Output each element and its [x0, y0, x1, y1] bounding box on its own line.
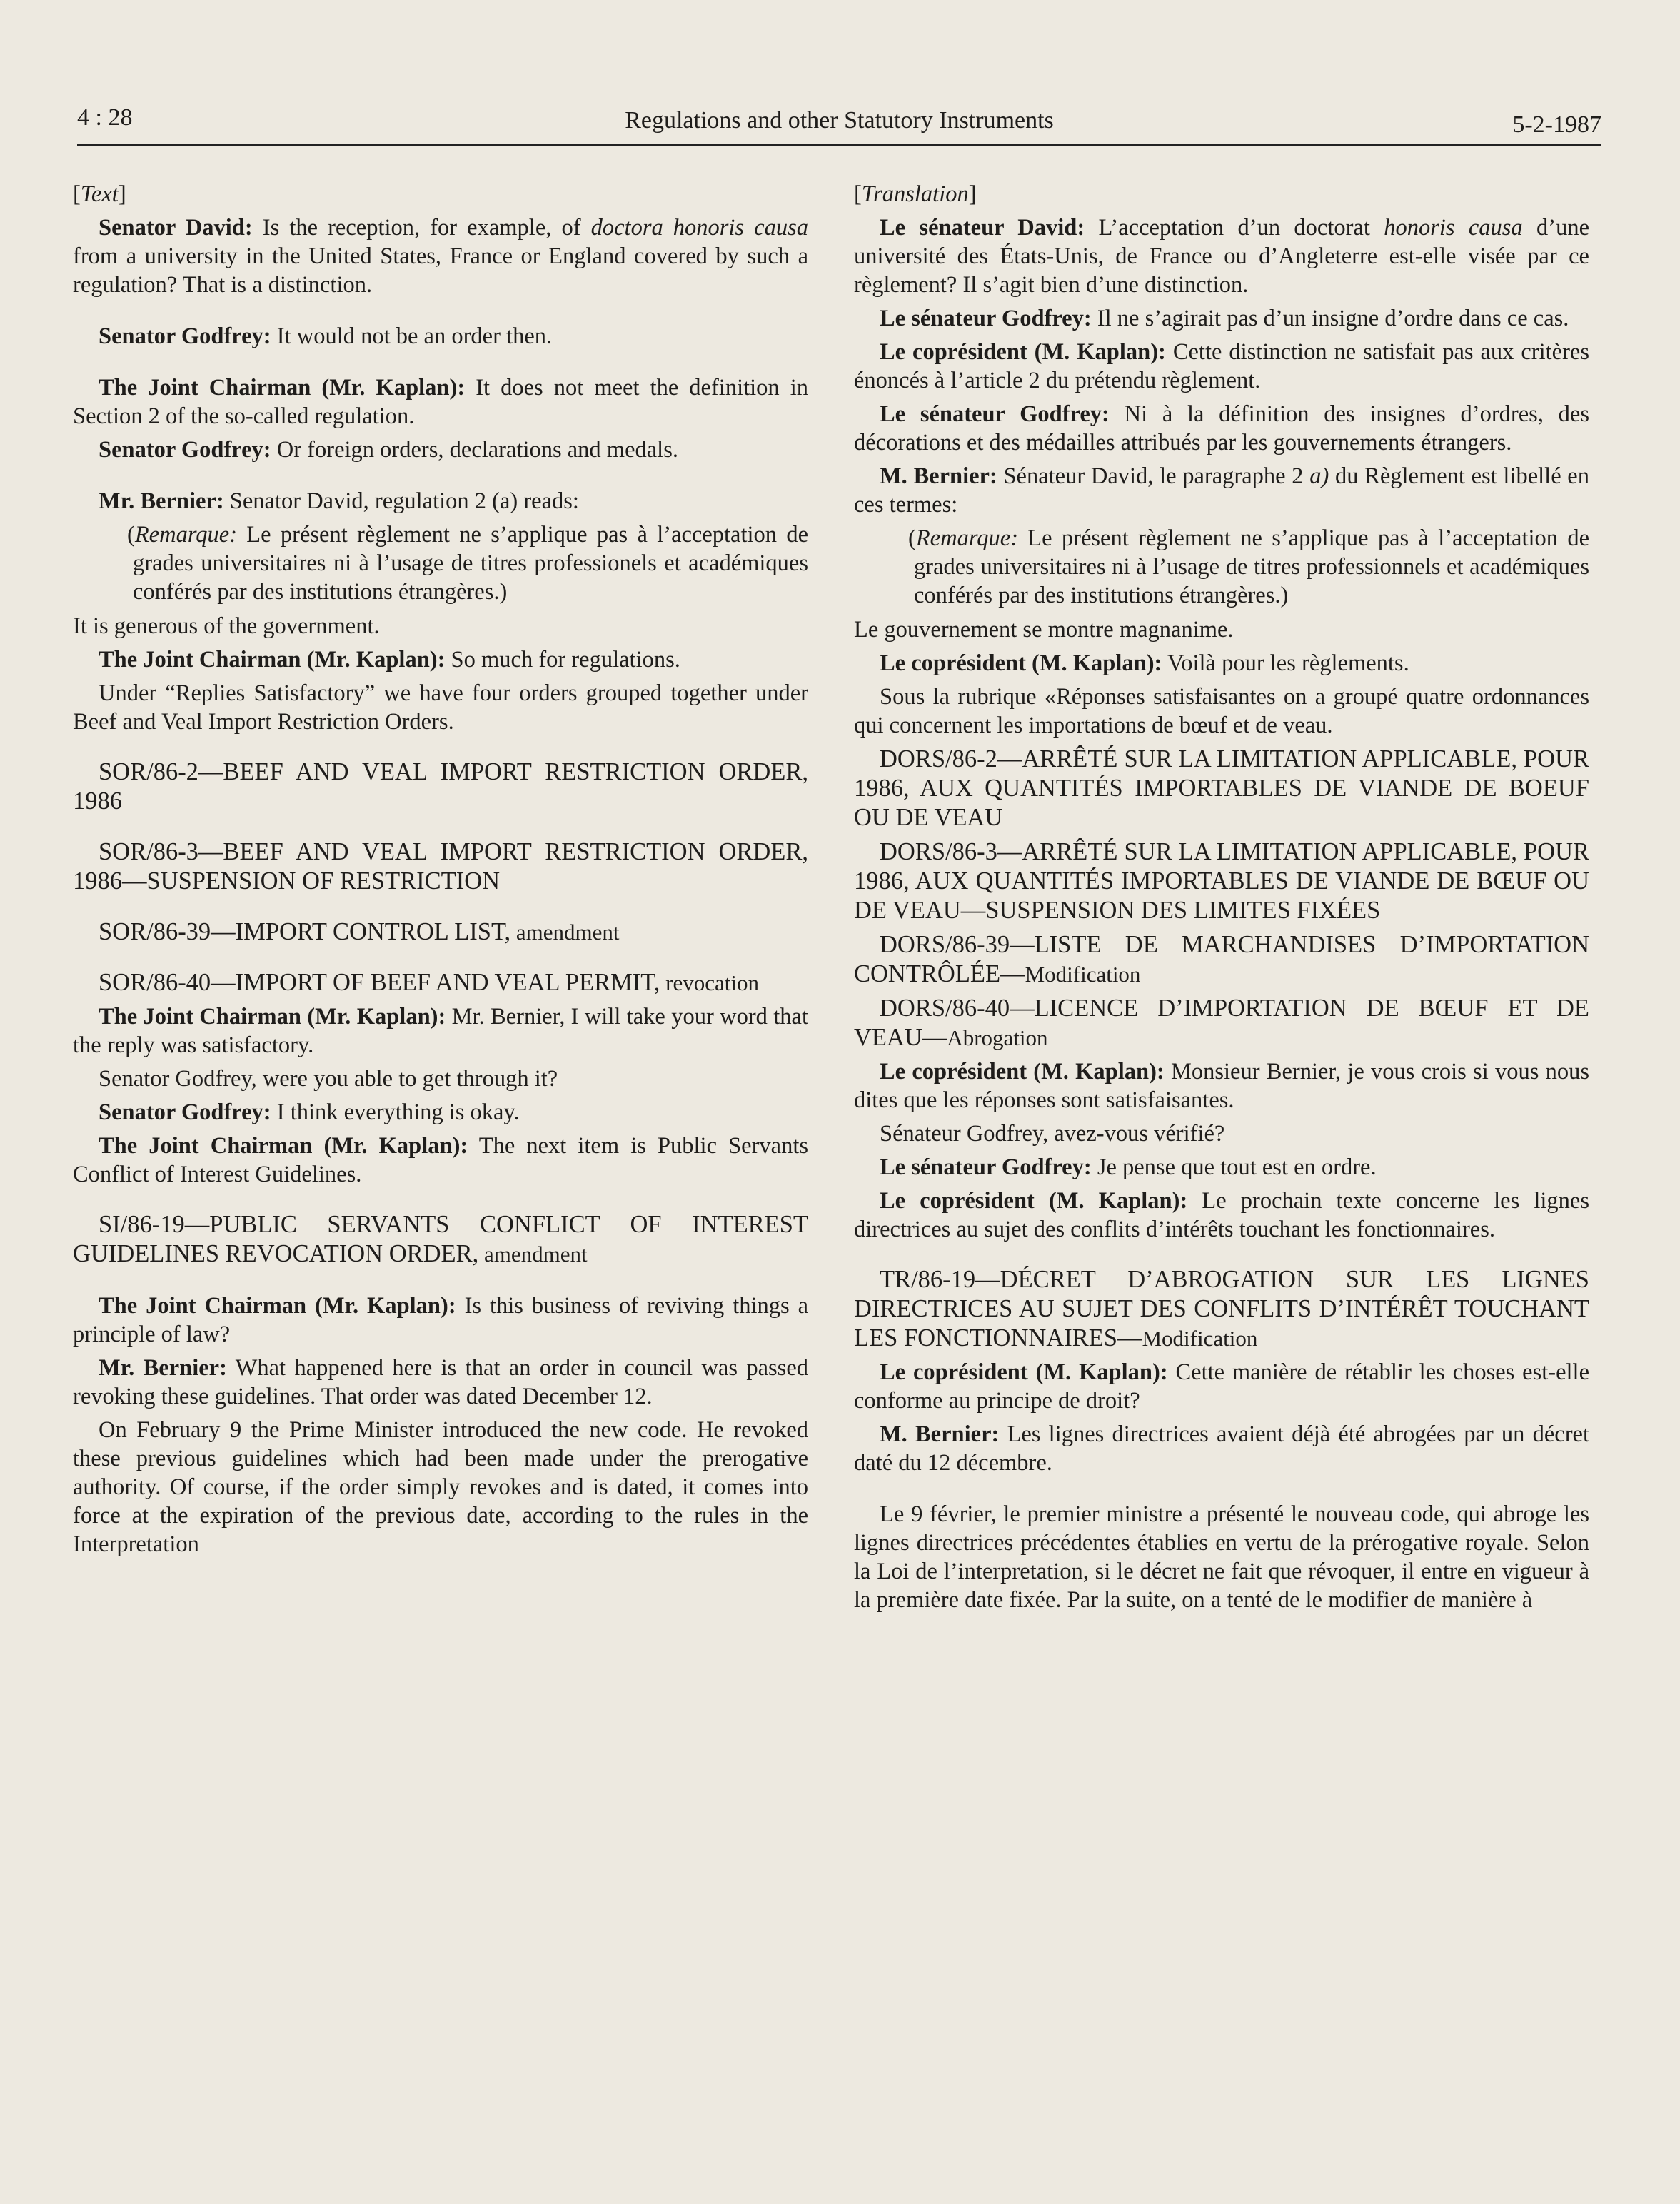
- section-label-text: Translation: [861, 181, 969, 207]
- paragraph-text: Il ne s’agirait pas d’un insigne d’ordre dans ce cas.: [1091, 306, 1569, 331]
- block-quote: (Remarque: Le présent règlement ne s’applique pas à l’acceptation de grades universitaires ni à l’usage de titres professionnels et académiques conférés par des institutions étrangères.): [908, 525, 1589, 608]
- section-label: [Translation]: [854, 181, 977, 207]
- paragraph: [854, 338, 1589, 395]
- paragraph: [73, 436, 808, 464]
- paragraph: [73, 1132, 808, 1189]
- speaker-name: Le sénateur Godfrey:: [880, 306, 1092, 331]
- paragraph-text: I think everything is okay.: [271, 1100, 520, 1125]
- paragraph: [854, 1420, 1589, 1477]
- emphasis-text: Remarque:: [134, 522, 238, 548]
- heading-subtext: Modification: [1025, 962, 1141, 987]
- instrument-heading: [854, 1265, 1589, 1353]
- speaker-name: Le sénateur Godfrey:: [880, 401, 1110, 427]
- section-label: [Text]: [73, 181, 126, 207]
- paragraph-text: du Règlement est libellé en ces termes:: [854, 463, 1589, 518]
- page-date: 5-2-1987: [1512, 111, 1601, 138]
- instrument-heading: DORS/86-3—ARRÊTÉ SUR LA LIMITATION APPLICABLE, POUR 1986, AUX QUANTITÉS IMPORTABLES DE VIANDE DE BŒUF OU DE VEAU—SUSPENSION DES LIMITES FIXÉES: [854, 838, 1589, 924]
- speaker-name: The Joint Chairman (Mr. Kaplan):: [99, 647, 446, 673]
- page-header: [77, 104, 1601, 146]
- heading-subtext: revocation: [660, 970, 759, 995]
- paragraph: Sous la rubrique «Réponses satisfaisantes on a groupé quatre ordonnances qui concernent les importations de bœuf et de veau.: [854, 684, 1589, 738]
- speaker-name: Le sénateur David:: [880, 215, 1085, 241]
- paragraph: Le 9 février, le premier ministre a présenté le nouveau code, qui abroge les lignes directrices précédentes établies en vertu de la prérogative royale. Selon la Loi de l’interpretation, si le décret ne fait que révoquer, il entre en vigueur à la première date fixée. Par la suite, on a tenté de le modifier de manière à: [854, 1501, 1589, 1613]
- paragraph: [73, 1292, 808, 1349]
- paragraph-text: from a university in the United States, France or England covered by such a regulation? That is a distinction.: [73, 243, 808, 298]
- paragraph-text: Les lignes directrices avaient déjà été abrogées par un décret daté du 12 décembre.: [854, 1421, 1589, 1476]
- speaker-name: Mr. Bernier:: [99, 1355, 227, 1381]
- paragraph-text: Je pense que tout est en ordre.: [1091, 1154, 1377, 1180]
- paragraph-text: Or foreign orders, declarations and medals.: [271, 437, 678, 463]
- paragraph-text: d’une université des États-Unis, de France ou d’Angleterre est-elle visée par ce règlement? Il s’agit bien d’une distinction.: [854, 215, 1589, 298]
- paragraph: [854, 462, 1589, 519]
- instrument-heading: [73, 917, 808, 947]
- paragraph: On February 9 the Prime Minister introduced the new code. He revoked these previous guidelines which had been made under the prerogative authority. Of course, if the order simply revokes and is dated, it comes into force at the expiration of the previous date, according to the rules in the Interpretation: [73, 1417, 808, 1557]
- heading-subtext: Modification: [1142, 1326, 1258, 1351]
- speaker-name: The Joint Chairman (Mr. Kaplan):: [99, 375, 466, 401]
- emphasis-text: doctora honoris causa: [590, 215, 809, 241]
- paragraph: [73, 1098, 808, 1127]
- paragraph: [854, 213, 1589, 299]
- speaker-name: Senator Godfrey:: [99, 437, 271, 463]
- speaker-name: Senator David:: [99, 215, 253, 241]
- quote-text: Le présent règlement ne s’applique pas à l’acceptation de grades universitaires ni à l’usage de titres professionnels et académiques conférés par des institutions étrangères.): [914, 525, 1589, 608]
- english-column: [73, 180, 808, 1564]
- paragraph-text: Senator David, regulation 2 (a) reads:: [223, 488, 579, 514]
- paragraph: It is generous of the government.: [73, 613, 380, 639]
- speaker-name: Le coprésident (M. Kaplan):: [880, 1359, 1168, 1385]
- paragraph: [854, 1187, 1589, 1244]
- instrument-heading: [73, 968, 808, 997]
- instrument-heading: [854, 994, 1589, 1052]
- quote-text: Le présent règlement ne s’applique pas à l’acceptation de grades universitaires ni à l’usage de titres professionels et académiques conférés par des institutions étrangères.): [133, 522, 808, 605]
- paragraph-text: Sénateur David, le paragraphe 2: [997, 463, 1310, 489]
- paragraph-text: Is this business of reviving things a principle of law?: [73, 1293, 809, 1347]
- heading-text: SI/86-19—PUBLIC SERVANTS CONFLICT OF INTEREST GUIDELINES REVOCATION ORDER,: [73, 1211, 808, 1267]
- paragraph-text: Le prochain texte concerne les lignes directrices au sujet des conflits d’intérêts touchant les fonctionnaires.: [854, 1188, 1589, 1242]
- paragraph: [854, 400, 1589, 457]
- paragraph: [73, 645, 808, 674]
- instrument-heading: DORS/86-2—ARRÊTÉ SUR LA LIMITATION APPLICABLE, POUR 1986, AUX QUANTITÉS IMPORTABLES DE VIANDE DE BOEUF OU DE VEAU: [854, 745, 1589, 831]
- paragraph-text: So much for regulations.: [445, 647, 680, 673]
- paragraph: [854, 1358, 1589, 1415]
- section-label-text: Text: [80, 181, 119, 207]
- instrument-heading: SOR/86-2—BEEF AND VEAL IMPORT RESTRICTION ORDER, 1986: [73, 758, 808, 815]
- speaker-name: The Joint Chairman (Mr. Kaplan):: [99, 1293, 456, 1319]
- paragraph: [73, 213, 808, 299]
- paragraph: [854, 1057, 1589, 1114]
- heading-subtext: Abrogation: [947, 1025, 1048, 1050]
- speaker-name: Le coprésident (M. Kaplan):: [880, 650, 1162, 676]
- paragraph-text: Monsieur Bernier, je vous crois si vous nous dites que les réponses sont satisfaisantes.: [854, 1059, 1589, 1113]
- paragraph-text: Is the reception, for example, of: [252, 215, 591, 241]
- paragraph-text: What happened here is that an order in council was passed revoking these guidelines. That order was dated December 12.: [73, 1355, 809, 1409]
- emphasis-text: honoris causa: [1384, 215, 1523, 241]
- paragraph: Under “Replies Satisfactory” we have four orders grouped together under Beef and Veal Import Restriction Orders.: [73, 680, 808, 735]
- speaker-name: Senator Godfrey:: [99, 1100, 271, 1125]
- paragraph-text: Ni à la définition des insignes d’ordres, des décorations et des médailles attribués par les gouvernements étrangers.: [854, 401, 1589, 456]
- paragraph: [73, 1002, 808, 1060]
- speaker-name: Mr. Bernier:: [99, 488, 224, 514]
- speaker-name: Senator Godfrey:: [99, 323, 271, 349]
- heading-subtext: amendment: [510, 920, 620, 945]
- paragraph-text: Cette manière de rétablir les choses est-elle conforme au principe de droit?: [854, 1359, 1589, 1414]
- speaker-name: The Joint Chairman (Mr. Kaplan):: [99, 1133, 468, 1159]
- paragraph-text: L’acceptation d’un doctorat: [1085, 215, 1384, 241]
- emphasis-text: Remarque:: [915, 525, 1019, 551]
- block-quote: (Remarque: Le présent règlement ne s’applique pas à l’acceptation de grades universitaires ni à l’usage de titres professionels et académiques conférés par des institutions étrangères.): [127, 522, 808, 605]
- paragraph-text: It does not meet the definition in Section 2 of the so-called regulation.: [73, 375, 809, 429]
- heading-text: SOR/86-39—IMPORT CONTROL LIST,: [99, 918, 511, 945]
- paragraph: [73, 1354, 808, 1411]
- paragraph: [854, 1153, 1589, 1182]
- paragraph: Senator Godfrey, were you able to get through it?: [99, 1066, 558, 1092]
- paragraph: Sénateur Godfrey, avez-vous vérifié?: [880, 1121, 1225, 1147]
- paragraph-text: Voilà pour les règlements.: [1162, 650, 1409, 676]
- french-column: [854, 180, 1589, 1619]
- paragraph: [854, 304, 1589, 333]
- paragraph: Le gouvernement se montre magnanime.: [854, 617, 1234, 643]
- speaker-name: Le coprésident (M. Kaplan):: [880, 339, 1166, 365]
- paragraph: [73, 373, 808, 431]
- paragraph: [73, 487, 808, 515]
- heading-text: DORS/86-40—LICENCE D’IMPORTATION DE BŒUF ET DE VEAU—: [854, 995, 1589, 1051]
- heading-text: SOR/86-40—IMPORT OF BEEF AND VEAL PERMIT,: [99, 969, 660, 996]
- speaker-name: Le coprésident (M. Kaplan):: [880, 1188, 1188, 1214]
- page-number: 4 : 28: [77, 104, 133, 131]
- page-title: Regulations and other Statutory Instruments: [625, 107, 1054, 134]
- paragraph-text: The next item is Public Servants Conflict of Interest Guidelines.: [73, 1133, 809, 1187]
- instrument-heading: [73, 1210, 808, 1269]
- emphasis-text: a): [1309, 463, 1329, 489]
- speaker-name: The Joint Chairman (Mr. Kaplan):: [99, 1004, 446, 1030]
- paragraph: [73, 322, 808, 351]
- heading-text: DORS/86-39—LISTE DE MARCHANDISES D’IMPORTATION CONTRÔLÉE—: [854, 931, 1589, 987]
- paragraph-text: It would not be an order then.: [271, 323, 553, 349]
- speaker-name: M. Bernier:: [880, 1421, 1000, 1447]
- paragraph: [854, 649, 1589, 678]
- speaker-name: Le coprésident (M. Kaplan):: [880, 1059, 1165, 1085]
- speaker-name: M. Bernier:: [880, 463, 997, 489]
- speaker-name: Le sénateur Godfrey:: [880, 1154, 1092, 1180]
- paragraph-text: Mr. Bernier, I will take your word that the reply was satisfactory.: [73, 1004, 808, 1058]
- heading-subtext: amendment: [478, 1242, 588, 1267]
- instrument-heading: SOR/86-3—BEEF AND VEAL IMPORT RESTRICTION ORDER, 1986—SUSPENSION OF RESTRICTION: [73, 838, 808, 895]
- heading-text: TR/86-19—DÉCRET D’ABROGATION SUR LES LIGNES DIRECTRICES AU SUJET DES CONFLITS D’INTÉRÊT TOUCHANT LES FONCTIONNAIRES—: [854, 1266, 1589, 1352]
- paragraph-text: Cette distinction ne satisfait pas aux critères énoncés à l’article 2 du prétendu règlement.: [854, 339, 1589, 393]
- instrument-heading: [854, 930, 1589, 989]
